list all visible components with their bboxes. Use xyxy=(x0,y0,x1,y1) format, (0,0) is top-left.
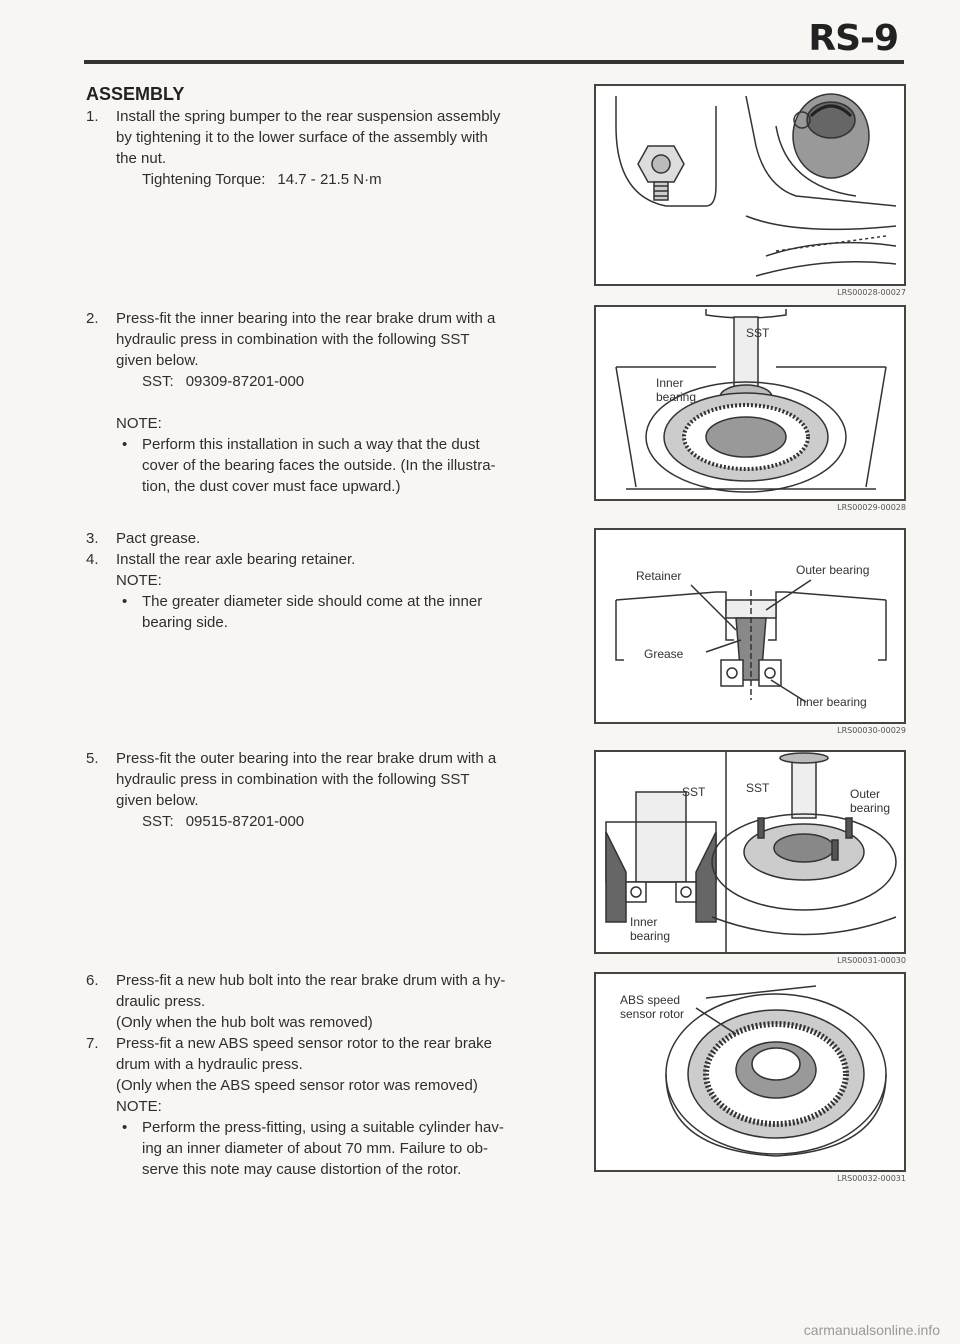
spring-bumper-illustration xyxy=(596,86,904,284)
retainer-section-illustration xyxy=(596,530,904,722)
note-text-line: ing an inner diameter of about 70 mm. Failure to ob- xyxy=(142,1140,489,1157)
steps-6-7 xyxy=(86,970,566,1180)
steps-3-4 xyxy=(86,528,566,633)
figure-code: LRS00028-00027 xyxy=(837,288,906,297)
note-text-line: • Perform this installation in such a way that the dust xyxy=(142,436,480,453)
label-inner: Inner xyxy=(630,915,658,929)
figure-code: LRS00030-00029 xyxy=(837,726,906,735)
label-grease: Grease xyxy=(644,647,684,661)
note-bullet xyxy=(86,434,566,497)
figure-abs-rotor xyxy=(594,972,906,1172)
sst-spec xyxy=(86,371,566,392)
figure-retainer-section xyxy=(594,528,906,724)
figure-outer-bearing-press xyxy=(594,750,906,954)
label-abs-speed: ABS speed xyxy=(620,993,681,1007)
header-rule xyxy=(84,60,904,64)
step-4 xyxy=(86,549,566,570)
step-number: 1. xyxy=(86,108,99,125)
step-text-line: given below. xyxy=(116,792,199,809)
inner-bearing-press-illustration xyxy=(596,307,904,499)
label-outer-bearing: Outer bearing xyxy=(796,563,870,577)
note-text-line: • Perform the press-fitting, using a suitable cylinder hav- xyxy=(142,1119,504,1136)
note-text-line: bearing side. xyxy=(142,614,228,631)
sst-spec xyxy=(86,811,566,832)
step-text-line: hydraulic press in combination with the following SST xyxy=(116,331,470,348)
label-inner: Inner xyxy=(656,376,684,390)
step-7 xyxy=(86,1033,566,1096)
label-bearing-right: bearing xyxy=(850,801,891,815)
step-number: 5. xyxy=(86,750,99,767)
section-title: ASSEMBLY xyxy=(86,84,185,104)
spec-label: SST: xyxy=(142,813,174,830)
label-sensor-rotor: sensor rotor xyxy=(620,1007,685,1021)
step-number: 6. xyxy=(86,972,99,989)
label-sst-left: SST xyxy=(682,785,706,799)
step-5 xyxy=(86,748,566,832)
note-label: NOTE: xyxy=(116,1098,162,1115)
abs-rotor-illustration xyxy=(596,974,904,1170)
footer-watermark: carmanualsonline.info xyxy=(803,1322,940,1338)
step-text-line: Pact grease. xyxy=(116,530,201,547)
step-text-line: the nut. xyxy=(116,150,167,167)
note-label: NOTE: xyxy=(116,572,162,589)
step-text-line: Press-fit a new ABS speed sensor rotor to the rear brake xyxy=(116,1035,493,1052)
step-text-line: Install the spring bumper to the rear suspension assembly xyxy=(116,108,501,125)
note-bullet xyxy=(86,1117,566,1180)
step-text-line: Press-fit a new hub bolt into the rear brake drum with a hy- xyxy=(116,972,506,989)
step-number: 4. xyxy=(86,551,99,568)
note-text-line: tion, the dust cover must face upward.) xyxy=(142,478,401,495)
step-number: 3. xyxy=(86,530,99,547)
spec-value: 09515-87201-000 xyxy=(185,813,305,830)
page-code: RS-9 xyxy=(808,18,898,59)
label-outer: Outer xyxy=(850,787,881,801)
step-text-line: Install the rear axle bearing retainer. xyxy=(116,551,356,568)
note-text-line: cover of the bearing faces the outside. (In the illustra- xyxy=(142,457,496,474)
step-text-line: given below. xyxy=(116,352,199,369)
spec-label: Tightening Torque: xyxy=(142,171,266,188)
step-2 xyxy=(86,308,566,497)
step-text-line: (Only when the ABS speed sensor rotor was removed) xyxy=(116,1077,478,1094)
figure-inner-bearing-press xyxy=(594,305,906,501)
figure-code: LRS00029-00028 xyxy=(837,503,906,512)
step-text-line: drum with a hydraulic press. xyxy=(116,1056,303,1073)
torque-spec xyxy=(86,169,566,190)
note-bullet xyxy=(86,591,566,633)
label-sst-right: SST xyxy=(746,781,770,795)
figure-spring-bumper xyxy=(594,84,906,286)
step-text-line: Press-fit the inner bearing into the rear brake drum with a xyxy=(116,310,496,327)
step-number: 2. xyxy=(86,310,99,327)
note-text-line: • The greater diameter side should come at the inner xyxy=(142,593,483,610)
label-bearing: bearing xyxy=(656,390,697,404)
step-1 xyxy=(86,106,566,190)
figure-code: LRS00032-00031 xyxy=(837,1174,906,1183)
step-3 xyxy=(86,528,566,549)
spec-label: SST: xyxy=(142,373,174,390)
step-text-line: by tightening it to the lower surface of the assembly with xyxy=(116,129,488,146)
step-text-line: draulic press. xyxy=(116,993,206,1010)
note-text-line: serve this note may cause distortion of the rotor. xyxy=(142,1161,462,1178)
step-6 xyxy=(86,970,566,1033)
label-retainer: Retainer xyxy=(636,569,682,583)
spec-value: 14.7 - 21.5 N·m xyxy=(277,171,382,188)
step-text-line: hydraulic press in combination with the following SST xyxy=(116,771,470,788)
spec-value: 09309-87201-000 xyxy=(185,373,305,390)
figure-code: LRS00031-00030 xyxy=(837,956,906,965)
step-text-line: (Only when the hub bolt was removed) xyxy=(116,1014,373,1031)
label-sst: SST xyxy=(746,326,770,340)
label-bearing-left: bearing xyxy=(630,929,671,943)
outer-bearing-press-illustration xyxy=(596,752,904,952)
label-inner-bearing: Inner bearing xyxy=(796,695,867,709)
note-label: NOTE: xyxy=(116,415,162,432)
step-number: 7. xyxy=(86,1035,99,1052)
step-text-line: Press-fit the outer bearing into the rear brake drum with a xyxy=(116,750,497,767)
